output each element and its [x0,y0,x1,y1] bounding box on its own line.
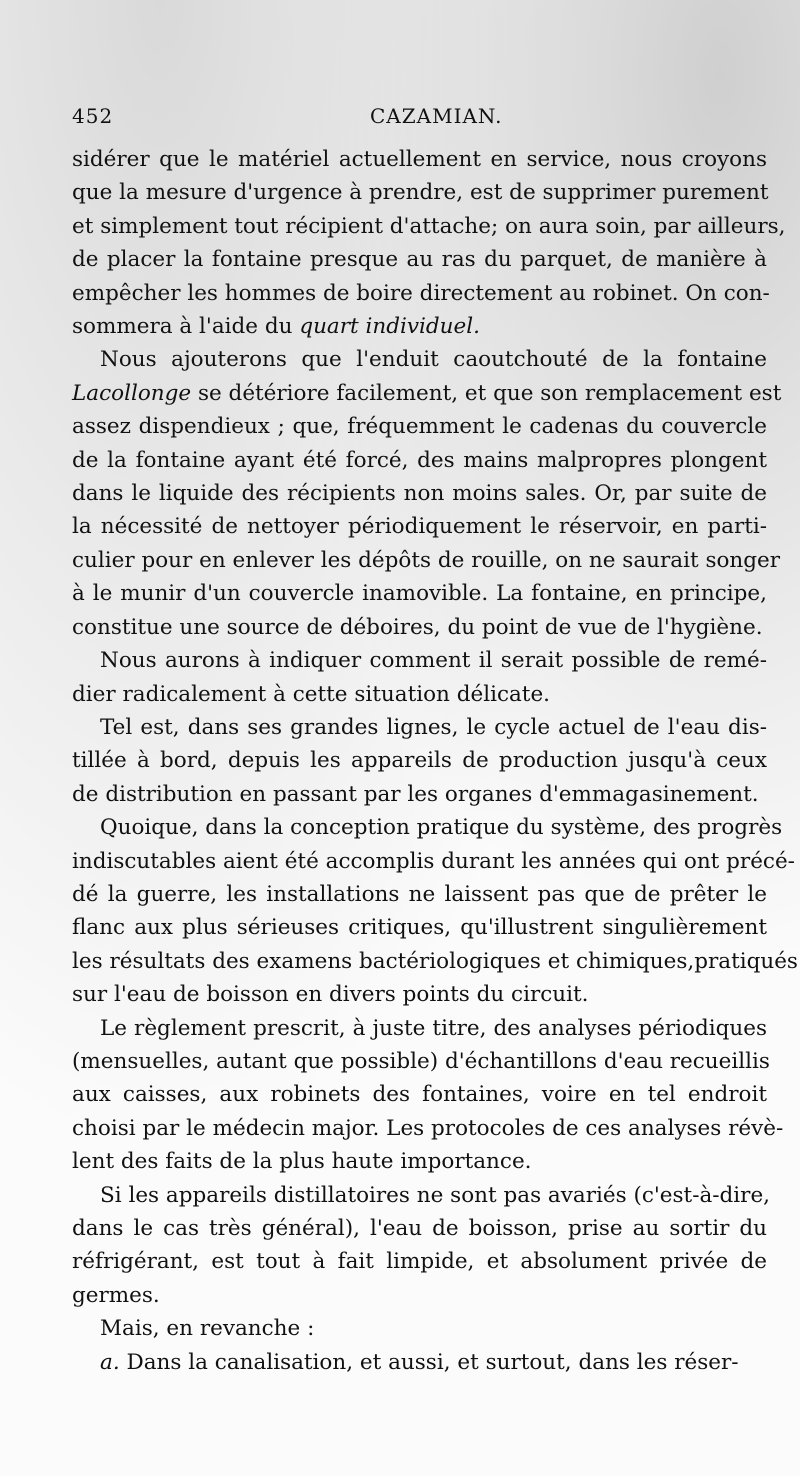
text-line: germes. [72,1282,160,1308]
text-line: empêcher les hommes de boire directement au robinet. On con- [72,280,770,306]
paragraph [72,1012,784,1179]
paragraph [72,1312,767,1345]
text-line: dans le cas très général), l'eau de boisson, prise au sortir du [72,1216,767,1241]
text-line: culier pour en enlever les dépôts de rouille, on ne saurait songer [72,547,781,573]
text-line: Nous aurons à indiquer comment il serait possible de remé- [100,648,767,674]
text-line: que la mesure d'urgence à prendre, est de supprimer purement [72,180,769,206]
paragraph [72,644,767,711]
text-line: assez dispendieux ; que, fréquemment le cadenas du couvercle [72,414,767,440]
text-line: tillée à bord, depuis les appareils de production jusqu'à ceux [72,748,767,774]
body-text [72,143,798,1379]
text-line: Nous ajouterons que l'enduit caoutchouté de la fontaine [100,347,767,373]
text-line: dans le liquide des récipients non moins sales. Or, par suite de [72,481,767,507]
text-line: dier radicalement à cette situation délicate. [72,681,551,707]
page-number: 452 [72,104,114,128]
text-line: Le règlement prescrit, à juste titre, des analyses périodiques [100,1015,767,1041]
text-line: sommera à l'aide du quart individuel. [72,314,480,340]
text-line: dé la guerre, les installations ne laissent pas que de prêter le [72,881,767,907]
text-line: a. Dans la canalisation, et aussi, et surtout, dans les réser- [100,1349,739,1375]
text-line: (mensuelles, autant que possible) d'échantillons d'eau recueillis [72,1048,770,1074]
text-line: constitue une source de déboires, du point de vue de l'hygiène. [72,614,763,640]
text-line: Mais, en revanche : [100,1316,315,1342]
paragraph [72,143,786,343]
text-line: de placer la fontaine presque au ras du parquet, de manière à [72,247,767,273]
italic-text: Lacollonge [72,380,192,406]
paragraph [72,1179,771,1313]
text-line: Si les appareils distillatoires ne sont pas avariés (c'est-à-dire, [100,1182,771,1208]
text-line: sur l'eau de boisson en divers points du circuit. [72,982,589,1008]
paragraph [72,811,798,1011]
text-line: Quoique, dans la conception pratique du système, des progrès [100,815,783,841]
text-line: sidérer que le matériel actuellement en service, nous croyons [72,147,767,172]
text-line: flanc aux plus sérieuses critiques, qu'illustrent singulièrement [72,915,767,941]
text-line: réfrigérant, est tout à fait limpide, et absolument privée de [72,1249,767,1275]
text-line: de la fontaine ayant été forcé, des mains malpropres plongent [72,447,767,473]
text-line: de distribution en passant par les organes d'emmagasinement. [72,781,759,807]
italic-text: quart individuel. [299,314,480,340]
text-line: choisi par le médecin major. Les protocoles de ces analyses révè- [72,1115,784,1141]
paragraph [72,711,767,811]
page-header [72,104,760,134]
text-line: la nécessité de nettoyer périodiquement le réservoir, en parti- [72,514,767,540]
text-line: indiscutables aient été accomplis durant les années qui ont précé- [72,848,795,874]
italic-text: a. [100,1349,120,1375]
text-line: lent des faits de la plus haute importance. [72,1149,532,1175]
text-line: à le munir d'un couvercle inamovible. La fontaine, en principe, [72,581,767,607]
paragraph [72,343,782,644]
text-line: les résultats des examens bactériologiques et chimiques,pratiqués [72,948,798,974]
text-line: et simplement tout récipient d'attache; on aura soin, par ailleurs, [72,213,786,239]
paragraph [72,1346,767,1379]
text-line: Tel est, dans ses grandes lignes, le cycle actuel de l'eau dis- [100,714,767,740]
text-line: Lacollonge se détériore facilement, et que son remplacement est [72,380,782,406]
running-title: CAZAMIAN. [370,104,503,128]
text-line: aux caisses, aux robinets des fontaines, voire en tel endroit [72,1082,767,1108]
